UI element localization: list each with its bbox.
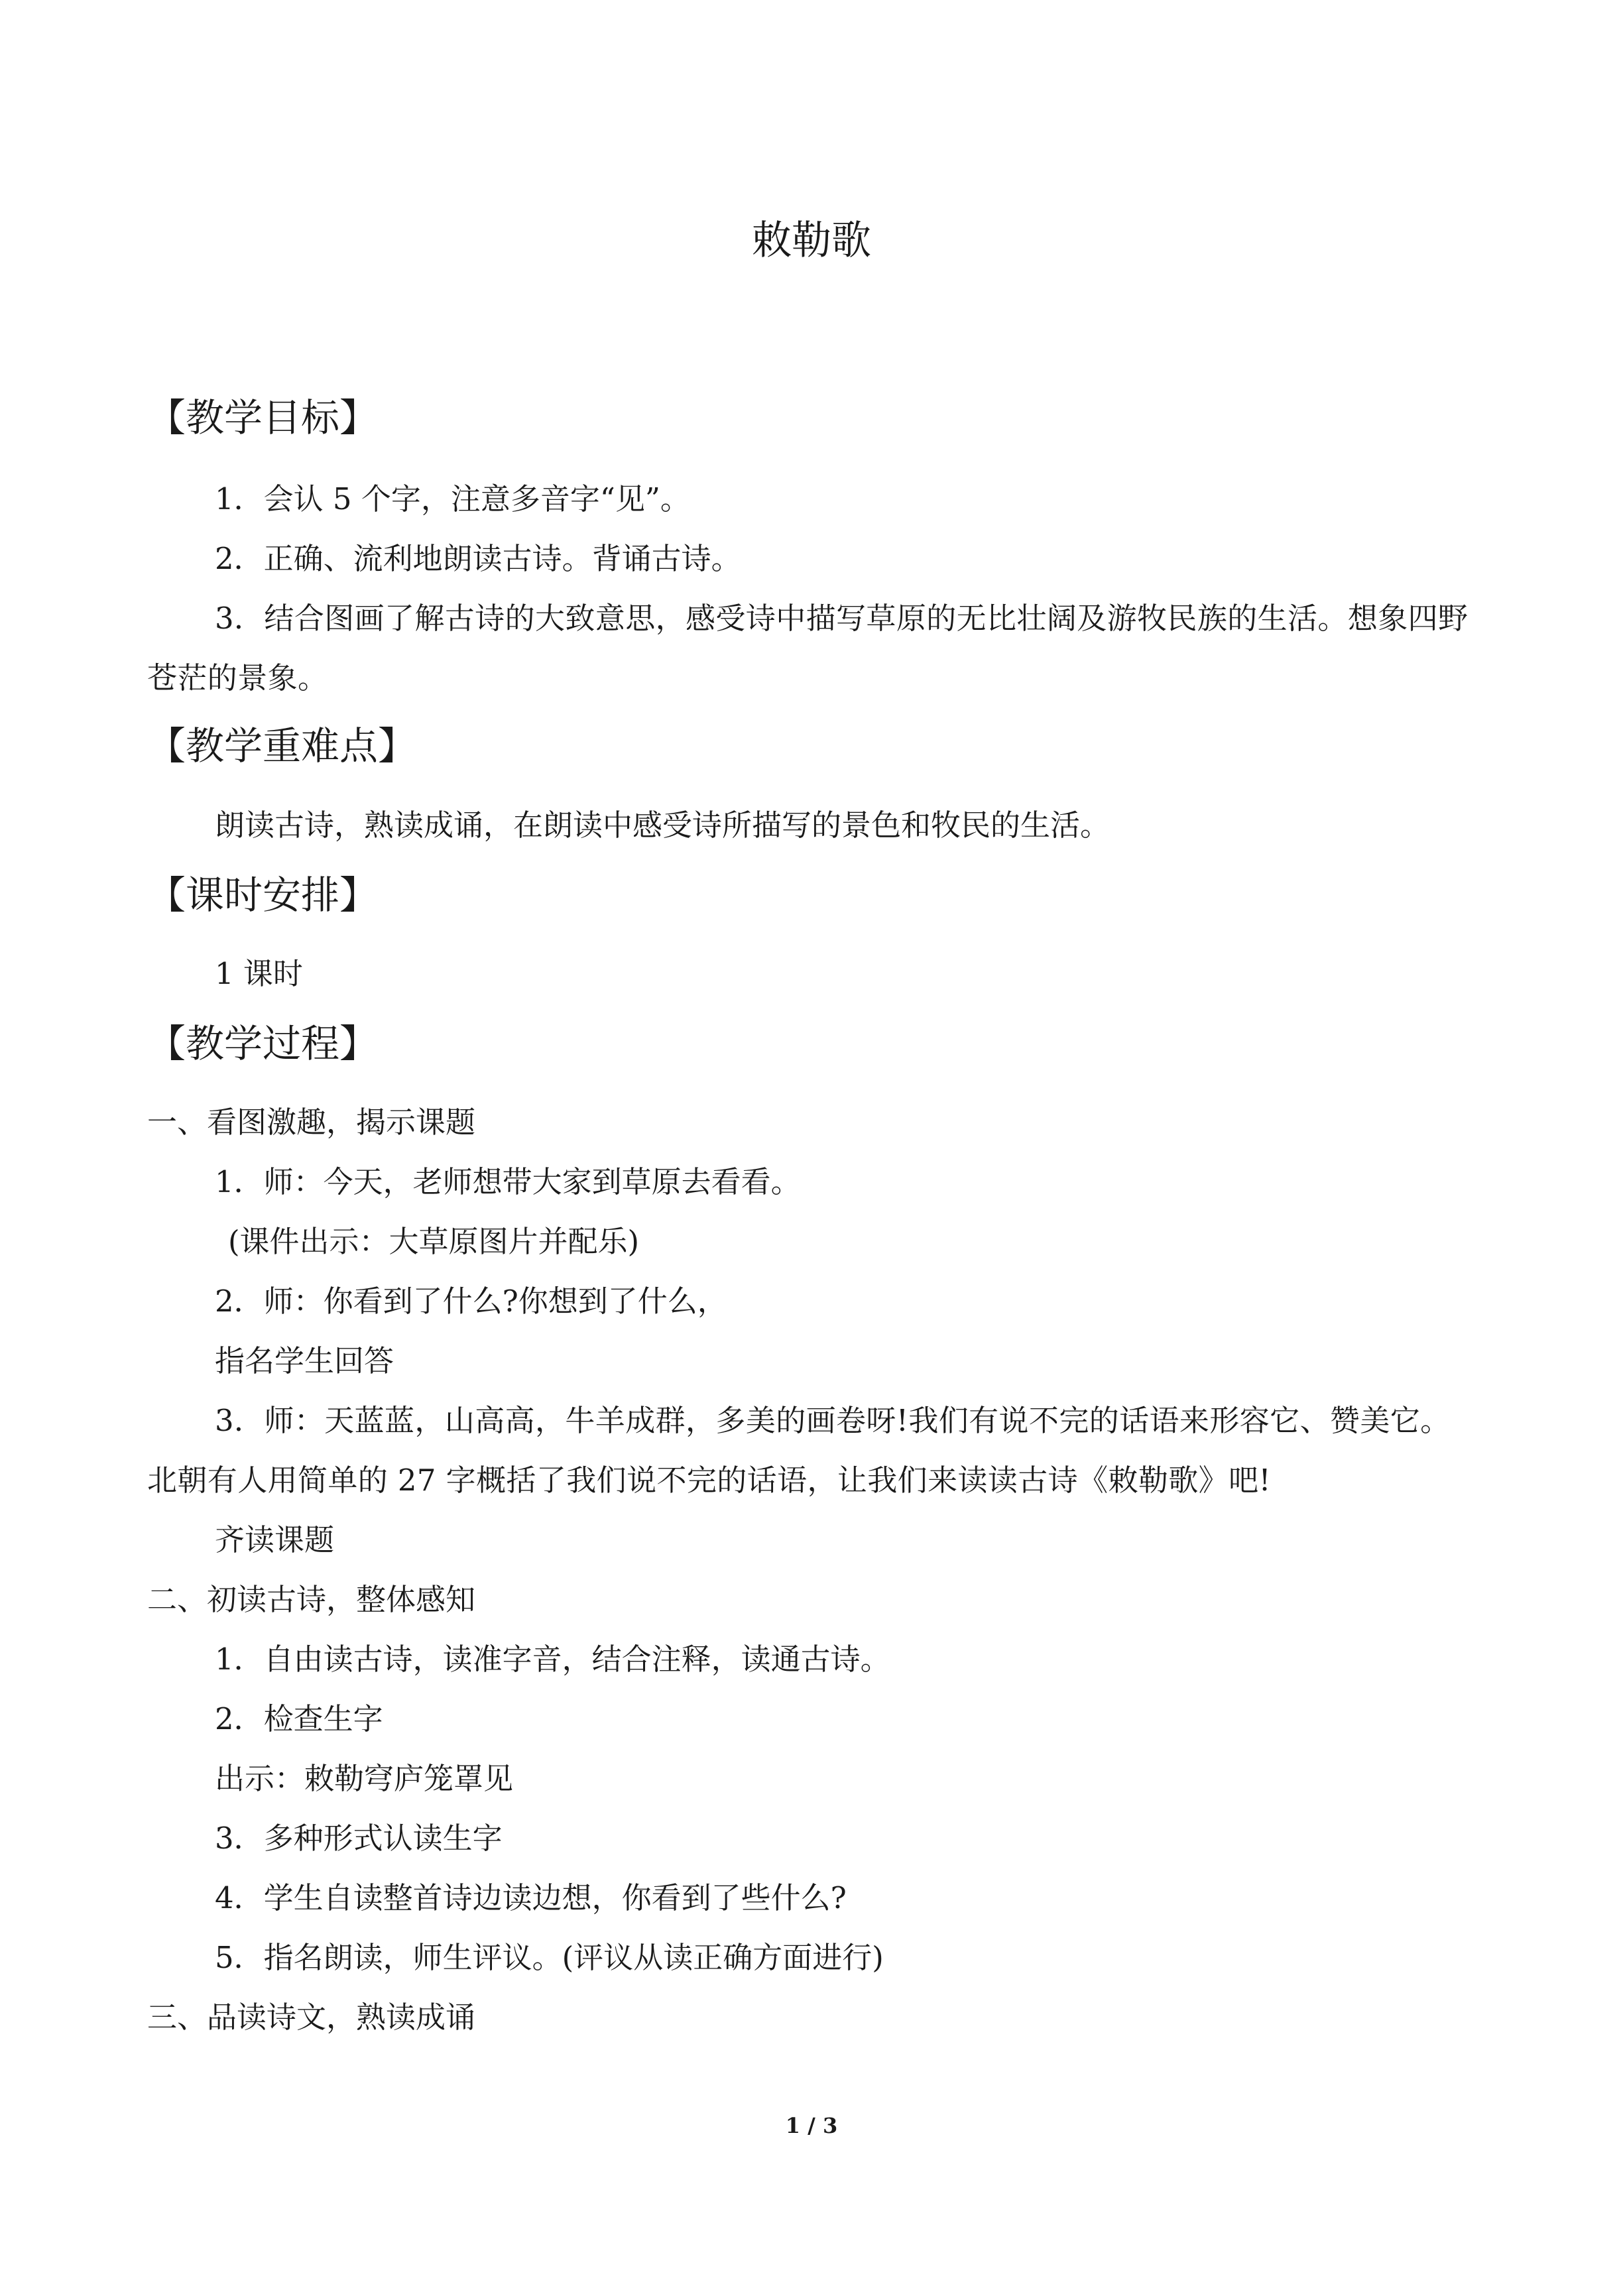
objective-item-2: 2．正确、流利地朗读古诗。背诵古诗。 <box>215 541 741 576</box>
process-line: 3．师：天蓝蓝，山高高，牛羊成群，多美的画卷呀!我们有说不完的话语来形容它、赞美它。北朝有人用简单的 27 字概括了我们说不完的话语，让我们来读读古诗《敕勒歌》吧! <box>147 1403 1451 1498</box>
process-line: (课件出示：大草原图片并配乐) <box>228 1224 640 1259</box>
process-section-2-title: 二、初读古诗，整体感知 <box>147 1582 476 1617</box>
document-title: 敕勒歌 <box>752 217 871 264</box>
section-heading-process: 【教学过程】 <box>147 1021 379 1066</box>
process-section-1-title: 一、看图激趣，揭示课题 <box>147 1105 476 1140</box>
section-heading-schedule: 【课时安排】 <box>147 873 379 918</box>
section-heading-objectives: 【教学目标】 <box>147 395 379 440</box>
page-number: 1 / 3 <box>785 2113 838 2138</box>
objective-item-3: 3．结合图画了解古诗的大致意思，感受诗中描写草原的无比壮阔及游牧民族的生活。想象四野苍茫的景象。 <box>147 601 1469 695</box>
process-line: 2．检查生字 <box>215 1701 383 1736</box>
process-line: 1．师：今天，老师想带大家到草原去看看。 <box>215 1164 801 1199</box>
process-line: 出示：敕勒穹庐笼罩见 <box>215 1761 514 1796</box>
objective-item-1: 1．会认 5 个字，注意多音字“见”。 <box>215 481 690 516</box>
process-line: 1．自由读古诗，读准字音，结合注释，读通古诗。 <box>215 1642 890 1677</box>
process-line: 2．师：你看到了什么?你想到了什么， <box>215 1284 727 1319</box>
section-heading-key-points: 【教学重难点】 <box>147 723 417 768</box>
key-points-text: 朗读古诗，熟读成诵，在朗读中感受诗所描写的景色和牧民的生活。 <box>215 808 1111 843</box>
schedule-text: 1 课时 <box>215 956 303 991</box>
process-line: 3．多种形式认读生字 <box>215 1821 503 1856</box>
process-section-3-title: 三、品读诗文，熟读成诵 <box>147 2000 476 2035</box>
process-line: 齐读课题 <box>215 1522 335 1557</box>
process-line: 指名学生回答 <box>215 1343 394 1378</box>
process-line: 4．学生自读整首诗边读边想，你看到了些什么? <box>215 1880 847 1915</box>
process-line: 5．指名朗读，师生评议。(评议从读正确方面进行) <box>215 1940 884 1975</box>
